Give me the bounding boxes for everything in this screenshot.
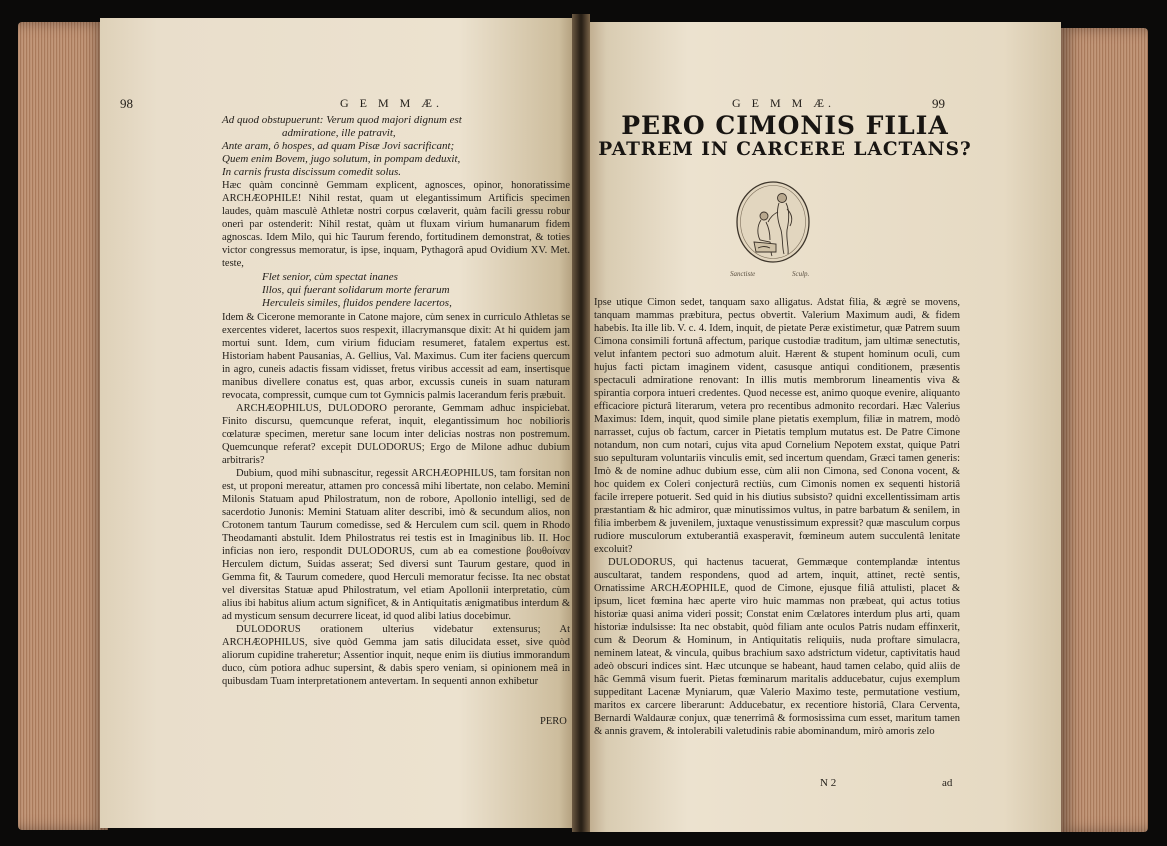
right-page-number: 99 bbox=[932, 96, 945, 111]
right-paragraph-1: Ipse utique Cimon sedet, tanquam saxo alligatus. Adstat filia, & ægrè se movens, tanquam mammas præbitura, pectus obvertit. Valerium Maximum audi, & fidem habebis. Ita ille lib. V. c. 4. Idem, inquit, de pietate Peræ existimetur, quæ Patrem suum Cimona consimili fortunâ affectum, parique custodiæ traditum, jam ultimæ senectutis, velut infantem pectori suo admotum aluit. Hærent & stupent hominum oculi, cum hujus facti pictam imaginem vident, casusque antiqui conditionem, præsentis spectaculi admiratione renovant: In illis mutis membrorum lineamentis viva & spirantia corpora intueri credentes. Quod necesse est, animo quoque evenire, aliquanto efficaciore picturâ literarum, vetera pro recentibus admonito recordari. Hæc Valerius Maximus: Idem, inquit, quod simile plane pietatis exemplum, filiæ in matrem, modò narrasset, cujus ob factum, carcer in Pietatis templum mutatus est. De Patre Cimone notandum, non cum notari, cujus vita apud Cornelium Nepotem exstat, quique Patri suo sepulturam voluntariis vinculis emit, sed incertum quendam, Græci tamen generis: Imò & de nomine adhuc dubium esse, cùm alii non Cimona, sed Conona vocent, & hoc quidem ex Coleri conjecturâ rectiùs, cum Cimonis nomen ex sequenti historiâ facile irrepere potuerit. Sed quid in his diutius subsisto? quidni excellentissimam artis præstantiam & hic admiror, quæ minutissimos vultus, in patre barbatum & senilem, in filia imberbem & juvenilem, juxtaque venustissimum expressit? quæ masculum corpus rudiore musculorum extuberantiâ exasperavit, fœmineum autem succulentâ lenitate excoluit? bbox=[594, 297, 960, 555]
plate-title bbox=[595, 112, 975, 161]
left-running-head: G E M M Æ. bbox=[340, 96, 444, 110]
left-paragraph-5: DULODORUS orationem ulterius videbatur extensurus; At ARCHÆOPHILUS, sive quòd Gemma jam satis dilucidata esset, sive quòd aliorum cupidine traheretur; Assentior inquit, neque enim iis diutius immorandum duco, cùm potiora adhuc supersint, & dabis spero veniam, si opinionem meâ in quibusdam Tuam interpretationem antevertam. In sequenti annon exhibetur bbox=[222, 624, 570, 687]
left-running-header bbox=[120, 96, 568, 112]
right-running-head: G E M M Æ. bbox=[732, 96, 836, 110]
verse-line: admiratione, ille patravit, bbox=[282, 127, 396, 139]
plate-title-line-2: PATREM IN CARCERE LACTANS? bbox=[598, 139, 972, 160]
right-page-body bbox=[594, 296, 960, 738]
left-catchword: PERO bbox=[540, 716, 567, 727]
left-paragraph-3: ARCHÆOPHILUS, DULODORO perorante, Gemmam adhuc inspiciebat. Finito discursu, quemcunque referat, inquit, elegantissimum hoc nobilioris cœlaturæ specimen, meretur sane locum inter delicias nostras non postremum. Quemcunque referat? excepit DULODORUS; Ergo de Milone adhuc dubium arbitraris? bbox=[222, 403, 570, 466]
verse-line: In carnis frusta discissum comedit solus. bbox=[222, 166, 402, 178]
left-paragraph-1: Hæc quàm concinnè Gemmam explicent, agnosces, opinor, honoratissime ARCHÆOPHILE! Nihil restat, quam ut elegantissimum Artificis specimen laudes, quàm masculè Athletæ nostri corpus cœlaverit, quàm facili gressu robur onerì par ostenderit: Nihil restat, quàm ut fluxam virium humanarum fidem agnoscas. Idem Milo, qui hic Taurum ferendo, fortitudinem demonstrat, & toties victor congressus memoratur, is ipse, inquam, Pythagorâ apud Ovidium XV. Met. teste, bbox=[222, 180, 570, 269]
left-page-number: 98 bbox=[120, 96, 133, 111]
verse-line: Ad quod obstupuerunt: Verum quod majori dignum est bbox=[222, 114, 462, 126]
gem-caption-left: Sanctiste bbox=[730, 270, 756, 278]
gem-engraver-caption bbox=[730, 270, 810, 278]
ovid-quotation bbox=[222, 271, 570, 310]
left-paragraph-4: Dubium, quod mihi subnascitur, regessit ARCHÆOPHILUS, tam forsitan non est, ut proponi mereatur, attamen pro concessâ mihi libertate, non celabo. Memini Milonis Statuam apud Philostratum, non de robore, Apollonio intelligi, sed de sacerdotio Junonis: Memini Statuam aliter describi, imò & secundum alios, non Crotonem tantum Taurum comedisse, sed & Herculem cum scil. quem in Rhodo Theodamanti abstulit. Idem Philostratus rei testis est in Imaginibus lib. II. Hoc inficias non iero, respondit DULODORUS, cum ab ea comestione βουθοίναν Herculem dictum, Suidas asserat; Sed diversi sunt Taurum gestare, quod in Gemma fit, & Taurum comedere, quod Herculi memoratur fecisse. Ita nec obstat vel diversitas Statuæ apud Philostratum, vel etiam Apollonii interpretatio, cùm alius ibi habitus alium actum significet, & in Antiquitatis ænigmatibus interdum & ad mysticum sensum decurrere liceat, id quod alibi latius docebimur. bbox=[222, 468, 570, 622]
book-gutter bbox=[572, 14, 590, 832]
verse-line: Flet senior, cùm spectat inanes bbox=[262, 271, 398, 283]
right-fore-edge bbox=[1058, 28, 1148, 832]
verse-line: Illos, qui fuerant solidarum morte ferarum bbox=[262, 284, 450, 296]
signature-mark: N 2 bbox=[820, 777, 837, 789]
right-paragraph-2: DULODORUS, qui hactenus tacuerat, Gemmæque contemplandæ intentus auscultarat, tandem respondens, quod ad artem, inquit, attinet, rectè sentis, Ornatissime ARCHÆOPHILE, quod de Cimone, ejusque filiâ attulisti, placet & ipsum, licet fœmina hæc aperte viro huic mammas non præbeat, qui actus totius historiæ quasi anima videri possit; Constat enim Cœlatores interdum plus arti, quam historiæ indulsisse: Ita nec obstabit, quòd filiam ante oculos Patris nudam effinxerit, cum & Deorum & Hominum, in Antiquitatis reliquiis, nuda proftare simulacra, neminem lateat, & vincula, quibus brachium saxo adstrictum videtur, captivitatis haud adeò obscuri indices sint. Hæc utcunque se habeant, haud tamen celabo, quid aliis de hâc Gemmâ visum fuerit. Pietas fœminarum maritalis adducebatur, cujus exemplum suppeditant Lacenæ Myniarum, quæ Valerio Maximo teste, permutatione vestium, maritos ex carcere liberarunt: Adducebatur, ex recentiore historiâ, Clara Cerventa, Bernardi Waldauræ conjux, quæ tenerrimâ & formosissima cum esset, maritum tamen & annis gravem, & intolerabili valetudinis rabie abominandum, mirò amoris zelo bbox=[594, 557, 960, 737]
right-catchword: ad bbox=[942, 777, 953, 789]
greek-epigram-translation bbox=[222, 114, 570, 179]
plate-title-line-1: PERO CIMONIS FILIA bbox=[621, 111, 949, 140]
gem-caption-right: Sculp. bbox=[792, 270, 810, 278]
left-fore-edge bbox=[18, 22, 108, 830]
right-running-header bbox=[620, 96, 960, 112]
engraved-gem-illustration bbox=[726, 178, 836, 284]
left-page-body bbox=[222, 114, 570, 688]
verse-line: Herculeis similes, fluidos pendere lacertos, bbox=[262, 297, 452, 309]
verse-line: Ante aram, ô hospes, ad quam Pisæ Jovi sacrificant; bbox=[222, 140, 455, 152]
verse-line: Quem enim Bovem, jugo solutum, in pompam deduxit, bbox=[222, 153, 461, 165]
left-paragraph-2: Idem & Cicerone memorante in Catone majore, cùm senex in curriculo Athletas se exercentes videret, lacertos suos respexit, illacrymansque dixit: At hi quidem jam mortui sunt. Idem, cum virium fiduciam resumeret, fatalem expertus est. Historiam habent Pausanias, A. Gellius, Val. Maximus. Cum iter faciens quercum in agro, cuneis adactis fissam vidisset, fretus viribus accessit ad eam, insertisque manibus divellere conatus est, quas arbor, excussis cuneis in suam naturam revocata, compressit, cumque cum tot Gymnicis palmis lacerandum feris præbuit. bbox=[222, 312, 570, 401]
